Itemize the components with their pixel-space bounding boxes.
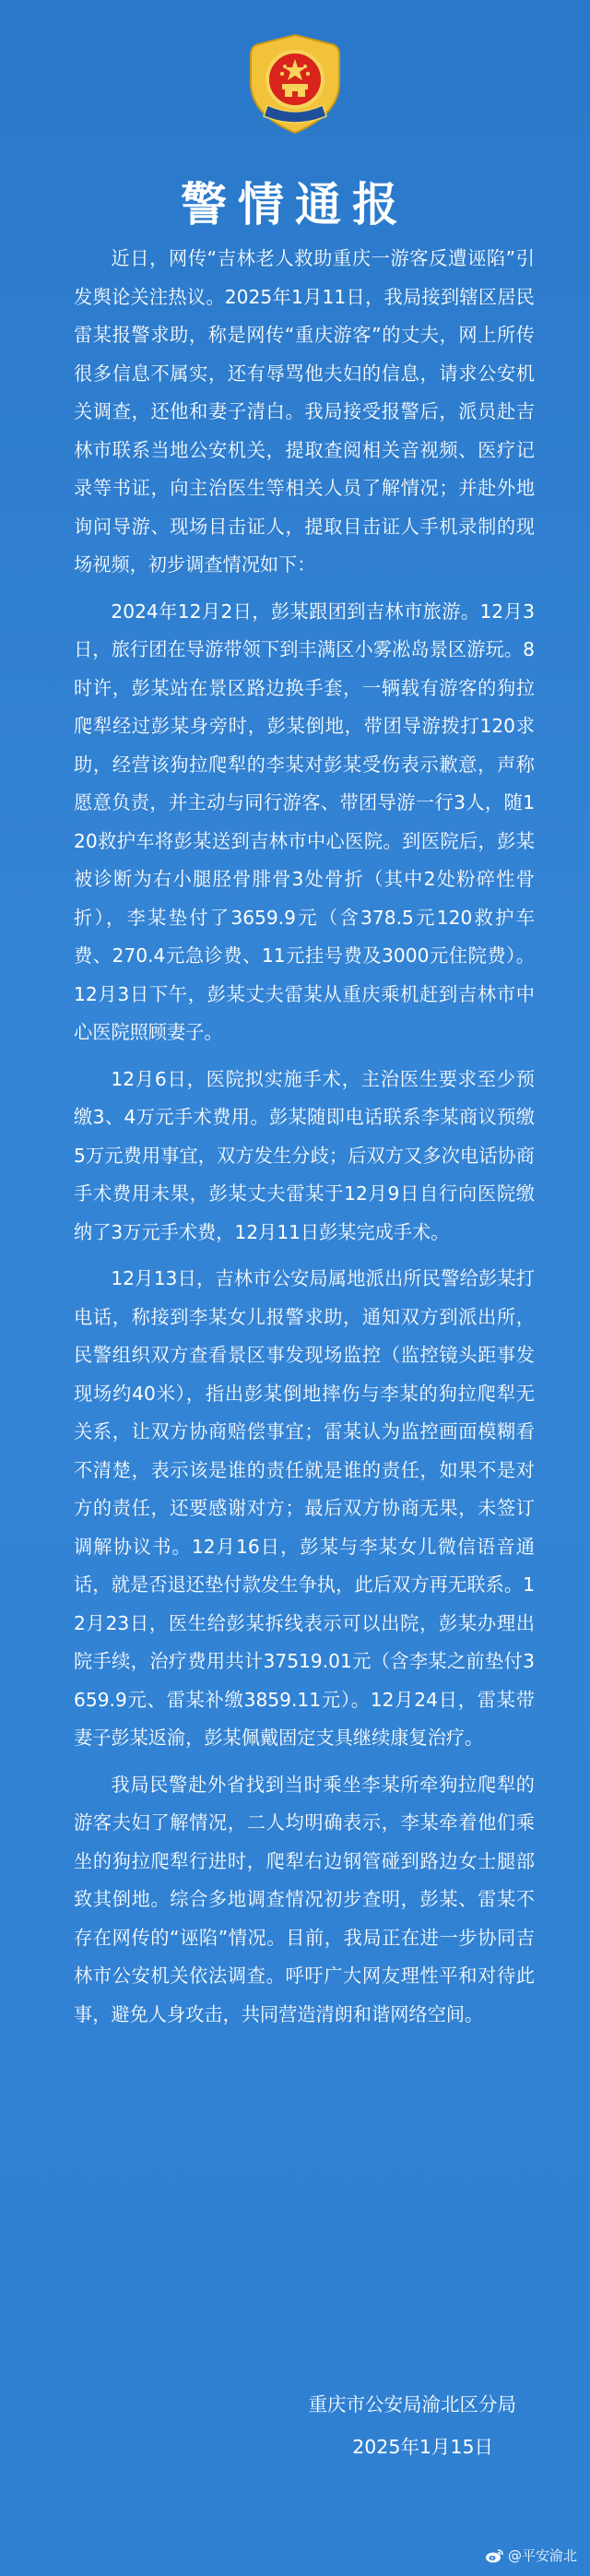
paragraph-conclusion: 我局民警赴外省找到当时乘坐李某所牵狗拉爬犁的游客夫妇了解情况，二人均明确表示，李某牵着他们乘坐的狗拉爬犁行进时，爬犁右边钢管碰到路边女士腿部致其倒地。综合多地调查情况初步查明，彭某、雷某不存在网传的“诬陷”情况。目前，我局正在进一步协同吉林市公安机关依法调查。呼吁广大网友理性平和对待此事，避免人身攻击，共同营造清朗和谐网络空间。 [74, 1773, 535, 2025]
notice-title: 警情通报 [181, 178, 409, 231]
signature-organization: 重庆市公安局渝北区分局 [308, 2393, 516, 2416]
weibo-watermark [485, 2546, 577, 2565]
police-emblem-icon [247, 33, 343, 135]
paragraph-incident: 2024年12月2日，彭某跟团到吉林市旅游。12月3日，旅行团在导游带领下到丰满区小雾凇岛景区游玩。8时许，彭某站在景区路边换手套，一辆载有游客的狗拉爬犁经过彭某身旁时，彭某倒地，带团导游拨打120求助，经营该狗拉爬犁的李某对彭某受伤表示歉意，声称愿意负责，并主动与同行游客、带团导游一行3人，随120救护车将彭某送到吉林市中心医院。到医院后，彭某被诊断为右小腿胫骨腓骨3处骨折（其中2处粉碎性骨折），李某垫付了3659.9元（含378.5元120救护车费、270.4元急诊费、11元挂号费及3000元住院费）。12月3日下午，彭某丈夫雷某从重庆乘机赶到吉林市中心医院照顾妻子。 [74, 599, 535, 1043]
watermark-account[interactable]: @平安渝北 [507, 2547, 577, 2564]
paragraph-intro: 近日，网传“吉林老人救助重庆一游客反遭诬陷”引发舆论关注热议。2025年1月11日，我局接到辖区居民雷某报警求助，称是网传“重庆游客”的丈夫，网上所传很多信息不属实，还有辱骂他夫妇的信息，请求公安机关调查，还他和妻子清白。我局接受报警后，派员赴吉林市联系当地公安机关，提取查阅相关音视频、医疗记录等书证，向主治医生等相关人员了解情况；并赴外地询问导游、现场目击证人，提取目击证人手机录制的现场视频，初步调查情况如下： [74, 247, 535, 576]
signature-date: 2025年1月15日 [352, 2436, 493, 2458]
paragraph-surgery: 12月6日，医院拟实施手术，主治医生要求至少预缴3、4万元手术费用。彭某随即电话联系李某商议预缴5万元费用事宜，双方发生分歧；后双方又多次电话协商手术费用未果，彭某丈夫雷某于12月9日自行向医院缴纳了3万元手术费，12月11日彭某完成手术。 [74, 1067, 535, 1243]
paragraph-mediation: 12月13日，吉林市公安局属地派出所民警给彭某打电话，称接到李某女儿报警求助，通知双方到派出所，民警组织双方查看景区事发现场监控（监控镜头距事发现场约40米），指出彭某倒地摔伤与李某的狗拉爬犁无关系，让双方协商赔偿事宜；雷某认为监控画面模糊看不清楚，表示该是谁的责任就是谁的责任，如果不是对方的责任，还要感谢对方；最后双方协商无果，未签订调解协议书。12月16日，彭某与李某女儿微信语音通话，就是否退还垫付款发生争执，此后双方再无联系。12月23日，医生给彭某拆线表示可以出院，彭某办理出院手续，治疗费用共计37519.01元（含李某之前垫付3659.9元、雷某补缴3859.11元）。12月24日，雷某带妻子彭某返渝，彭某佩戴固定支具继续康复治疗。 [74, 1267, 535, 1749]
weibo-icon [485, 2548, 503, 2563]
notice-body [74, 240, 535, 2034]
